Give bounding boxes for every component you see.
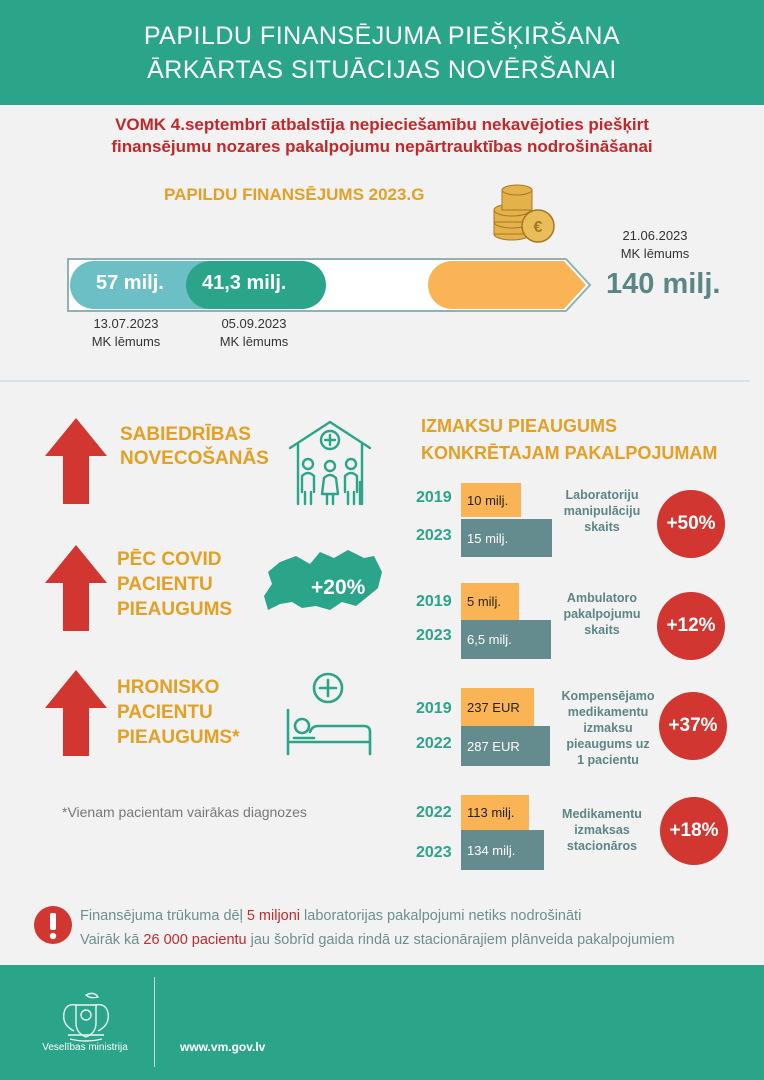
funding-total: 140 milj. [606,268,721,300]
cost3-year1: 2019 [416,700,452,717]
elderly-home-icon [288,418,372,508]
website-link[interactable]: www.vm.gov.lv [180,1040,266,1054]
factor3-line3: PIEAUGUMS* [117,727,240,748]
factor1-line2: NOVECOŠANĀS [120,448,269,469]
cost1-bar-after: 15 milj. [461,519,552,557]
factor3-line2: PACIENTU [117,702,213,723]
cost2-year1: 2019 [416,593,452,610]
cost3-bar-after: 287 EUR [461,726,550,766]
seg1-date: 13.07.2023 [93,316,159,331]
total-date: 21.06.2023 [622,228,688,243]
cost2-label: Ambulatoro pakalpojumu skaits [563,591,641,637]
patient-bed-icon [284,670,374,758]
cost2-pct: +12% [657,592,725,660]
factor2-line1: PĒC COVID [117,549,222,570]
cost2-bar-after: 6,5 milj. [461,620,551,659]
costs-title-line1: IZMAKSU PIEAUGUMS [421,416,618,436]
svg-text:€: € [533,219,543,236]
seg1-decision: MK lēmums [91,334,161,349]
cost1-bar-before: 10 milj. [461,483,521,517]
cost3-pct: +37% [659,692,727,760]
cost3-year2: 2022 [416,735,452,752]
page-footer [0,965,764,1080]
factor3-line1: HRONISKO [117,677,220,698]
seg2-date: 05.09.2023 [221,316,287,331]
cost4-year1: 2022 [416,804,452,821]
page-title-line1: PAPILDU FINANSĒJUMA PIEŠĶIRŠANA [143,22,621,50]
factor1-line1: SABIEDRĪBAS [120,424,251,445]
cost4-year2: 2023 [416,844,452,861]
cost4-pct: +18% [660,797,728,865]
footnote: *Vienam pacientam vairākas diagnozes [62,804,307,820]
page-header [0,0,764,105]
cost4-label: Medikamentu izmaksas stacionāros [562,807,642,853]
warning-line1: Finansējuma trūkuma dēļ 5 miljoni laboratorijas pakalpojumi netiks nodrošināti [80,908,582,924]
page-title-line2: ĀRKĀRTAS SITUĀCIJAS NOVĒRŠANAI [147,56,617,84]
cost2-year2: 2023 [416,627,452,644]
warning-line2: Vairāk kā 26 000 pacientu jau šobrīd gaida rindā uz stacionārajiem plānveida pakalpojumiem [80,932,675,948]
cost1-year1: 2019 [416,489,452,506]
cost1-label: Laboratoriju manipulāciju skaits [563,488,641,534]
cost1-pct: +50% [657,490,725,558]
total-decision: MK lēmums [620,246,690,261]
cost3-bar-before: 237 EUR [461,688,534,726]
coat-of-arms-icon [56,987,116,1043]
covid-badge: +20% [311,576,366,599]
cost4-bar-after: 134 milj. [461,830,544,870]
funding-seg2-label: 41,3 milj. [202,272,287,294]
subtitle-line2: finansējumu nozares pakalpojumu nepārtrauktības nodrošināšanai [111,137,653,156]
seg2-decision: MK lēmums [219,334,289,349]
coins-icon [488,176,560,246]
cost3-label: Kompensējamo medikamentu izmaksu pieaugums uz 1 pacientu [561,689,655,767]
cost2-bar-before: 5 milj. [461,583,519,620]
factor2-line3: PIEAUGUMS [117,599,233,620]
factor2-line2: PACIENTU [117,574,213,595]
warning-icon [33,905,73,945]
funding-seg1-label: 57 milj. [96,272,164,294]
cost1-year2: 2023 [416,527,452,544]
up-arrow-icon [45,545,107,631]
cost4-bar-before: 113 milj. [461,795,529,830]
up-arrow-icon [45,418,107,504]
footer-divider [154,977,155,1067]
up-arrow-icon [45,670,107,756]
costs-title-line2: KONKRĒTAJAM PAKALPOJUMAM [421,443,718,463]
subtitle-line1: VOMK 4.septembrī atbalstīja nepieciešamību nekavējoties piešķirt [115,115,649,134]
section-divider [0,380,750,382]
org-name: Veselības ministrija [42,1042,128,1053]
funding-title: PAPILDU FINANSĒJUMS 2023.G [164,185,425,204]
